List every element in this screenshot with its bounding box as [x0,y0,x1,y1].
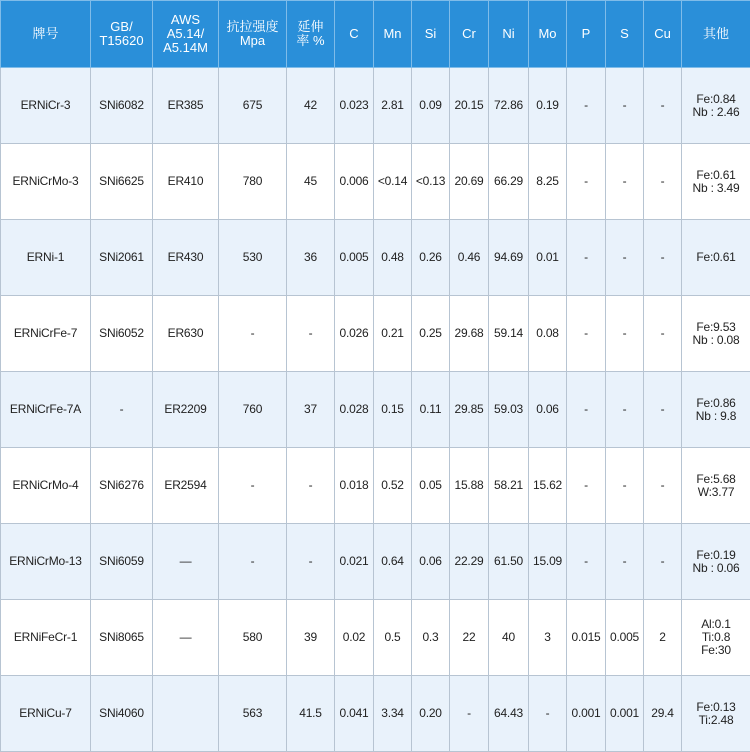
col-header-ni: Ni [489,1,529,68]
cell-aws-a5-14: ER430 [153,220,219,296]
cell-mn: 2.81 [374,68,412,144]
cell-p: - [567,144,606,220]
cell-cu: - [644,296,682,372]
cell-si: 0.11 [412,372,450,448]
cell-aws-a5-14: ER2209 [153,372,219,448]
table-row [1,296,750,372]
cell-cr: 0.46 [450,220,489,296]
cell-s: - [606,524,644,600]
cell-cu: - [644,524,682,600]
cell-other: Fe:0.84 Nb : 2.46 [682,68,750,144]
cell-gb-t15620: SNi2061 [91,220,153,296]
cell-s: - [606,68,644,144]
col-header-mn: Mn [374,1,412,68]
cell-s: - [606,372,644,448]
cell-mo: 15.09 [529,524,567,600]
cell-other: Fe:5.68 W:3.77 [682,448,750,524]
cell-ni: 64.43 [489,676,529,752]
cell-c: 0.018 [335,448,374,524]
table-row [1,68,750,144]
header-row [1,1,750,68]
cell-other: Al:0.1 Ti:0.8 Fe:30 [682,600,750,676]
cell-cu: - [644,68,682,144]
cell-mo: 0.01 [529,220,567,296]
cell-gb-t15620: SNi6276 [91,448,153,524]
col-header-gb-t15620: GB/ T15620 [91,1,153,68]
cell-other: Fe:0.86 Nb : 9.8 [682,372,750,448]
table-row [1,524,750,600]
cell-cu: - [644,448,682,524]
cell-other: Fe:0.19 Nb : 0.06 [682,524,750,600]
cell-grade: ERNiCr-3 [1,68,91,144]
cell-tensile-strength: 675 [219,68,287,144]
cell-tensile-strength: 530 [219,220,287,296]
cell-aws-a5-14: ER410 [153,144,219,220]
cell-gb-t15620: SNi6059 [91,524,153,600]
cell-aws-a5-14 [153,676,219,752]
cell-cu: - [644,220,682,296]
cell-s: - [606,220,644,296]
cell-c: 0.021 [335,524,374,600]
cell-other: Fe:0.61 Nb : 3.49 [682,144,750,220]
cell-other: Fe:0.13 Ti:2.48 [682,676,750,752]
table-row [1,220,750,296]
cell-si: 0.20 [412,676,450,752]
col-header-c: C [335,1,374,68]
cell-ni: 61.50 [489,524,529,600]
col-header-aws-a5-14: AWS A5.14/ A5.14M [153,1,219,68]
cell-other: Fe:9.53 Nb : 0.08 [682,296,750,372]
cell-mn: <0.14 [374,144,412,220]
cell-tensile-strength: 780 [219,144,287,220]
cell-cu: 2 [644,600,682,676]
cell-aws-a5-14: ER630 [153,296,219,372]
cell-p: - [567,524,606,600]
cell-gb-t15620: - [91,372,153,448]
cell-elongation: 45 [287,144,335,220]
table-header [1,1,750,68]
cell-cr: 22 [450,600,489,676]
cell-gb-t15620: SNi4060 [91,676,153,752]
cell-cr: 20.69 [450,144,489,220]
cell-grade: ERNiCrFe-7A [1,372,91,448]
cell-mn: 0.5 [374,600,412,676]
col-header-cr: Cr [450,1,489,68]
cell-c: 0.023 [335,68,374,144]
cell-mn: 0.64 [374,524,412,600]
cell-p: 0.001 [567,676,606,752]
cell-c: 0.006 [335,144,374,220]
cell-cr: 15.88 [450,448,489,524]
col-header-s: S [606,1,644,68]
col-header-other: 其他 [682,1,750,68]
cell-ni: 40 [489,600,529,676]
col-header-si: Si [412,1,450,68]
cell-aws-a5-14: ER385 [153,68,219,144]
cell-si: <0.13 [412,144,450,220]
cell-c: 0.005 [335,220,374,296]
cell-mo: 8.25 [529,144,567,220]
table-row [1,144,750,220]
cell-ni: 59.03 [489,372,529,448]
col-header-grade: 牌号 [1,1,91,68]
cell-si: 0.06 [412,524,450,600]
cell-si: 0.05 [412,448,450,524]
cell-p: 0.015 [567,600,606,676]
col-header-tensile-strength: 抗拉强度 Mpa [219,1,287,68]
cell-c: 0.041 [335,676,374,752]
cell-s: - [606,144,644,220]
cell-si: 0.26 [412,220,450,296]
cell-c: 0.028 [335,372,374,448]
cell-tensile-strength: 563 [219,676,287,752]
cell-grade: ERNiFeCr-1 [1,600,91,676]
cell-mn: 3.34 [374,676,412,752]
cell-mn: 0.52 [374,448,412,524]
cell-cr: 29.68 [450,296,489,372]
cell-tensile-strength: - [219,524,287,600]
cell-grade: ERNi-1 [1,220,91,296]
cell-cu: 29.4 [644,676,682,752]
col-header-p: P [567,1,606,68]
cell-gb-t15620: SNi8065 [91,600,153,676]
cell-mo: 0.06 [529,372,567,448]
cell-c: 0.02 [335,600,374,676]
cell-gb-t15620: SNi6052 [91,296,153,372]
table-row [1,372,750,448]
cell-tensile-strength: 760 [219,372,287,448]
cell-gb-t15620: SNi6082 [91,68,153,144]
cell-aws-a5-14: — [153,600,219,676]
cell-cr: - [450,676,489,752]
cell-grade: ERNiCrMo-3 [1,144,91,220]
cell-tensile-strength: 580 [219,600,287,676]
cell-grade: ERNiCrMo-13 [1,524,91,600]
cell-s: 0.001 [606,676,644,752]
cell-elongation: - [287,448,335,524]
cell-si: 0.09 [412,68,450,144]
cell-elongation: 36 [287,220,335,296]
cell-si: 0.25 [412,296,450,372]
col-header-elongation: 延伸 率 % [287,1,335,68]
cell-cu: - [644,372,682,448]
cell-aws-a5-14: — [153,524,219,600]
cell-ni: 72.86 [489,68,529,144]
cell-cr: 22.29 [450,524,489,600]
cell-cr: 20.15 [450,68,489,144]
cell-elongation: 42 [287,68,335,144]
cell-ni: 59.14 [489,296,529,372]
cell-cr: 29.85 [450,372,489,448]
col-header-mo: Mo [529,1,567,68]
cell-grade: ERNiCrMo-4 [1,448,91,524]
cell-tensile-strength: - [219,448,287,524]
cell-mn: 0.21 [374,296,412,372]
cell-ni: 94.69 [489,220,529,296]
cell-mo: - [529,676,567,752]
cell-ni: 66.29 [489,144,529,220]
col-header-cu: Cu [644,1,682,68]
cell-s: 0.005 [606,600,644,676]
cell-mn: 0.48 [374,220,412,296]
cell-elongation: 37 [287,372,335,448]
cell-s: - [606,296,644,372]
cell-cu: - [644,144,682,220]
cell-aws-a5-14: ER2594 [153,448,219,524]
cell-p: - [567,220,606,296]
cell-mo: 15.62 [529,448,567,524]
cell-elongation: - [287,524,335,600]
cell-si: 0.3 [412,600,450,676]
table-row [1,448,750,524]
cell-s: - [606,448,644,524]
cell-mo: 0.19 [529,68,567,144]
table-body [1,68,750,752]
cell-tensile-strength: - [219,296,287,372]
cell-grade: ERNiCrFe-7 [1,296,91,372]
cell-elongation: - [287,296,335,372]
cell-c: 0.026 [335,296,374,372]
cell-other: Fe:0.61 [682,220,750,296]
cell-elongation: 41.5 [287,676,335,752]
cell-ni: 58.21 [489,448,529,524]
cell-p: - [567,372,606,448]
cell-p: - [567,448,606,524]
cell-mo: 0.08 [529,296,567,372]
cell-p: - [567,68,606,144]
cell-p: - [567,296,606,372]
cell-grade: ERNiCu-7 [1,676,91,752]
cell-mn: 0.15 [374,372,412,448]
table-row [1,676,750,752]
cell-gb-t15620: SNi6625 [91,144,153,220]
cell-elongation: 39 [287,600,335,676]
table-row [1,600,750,676]
cell-mo: 3 [529,600,567,676]
